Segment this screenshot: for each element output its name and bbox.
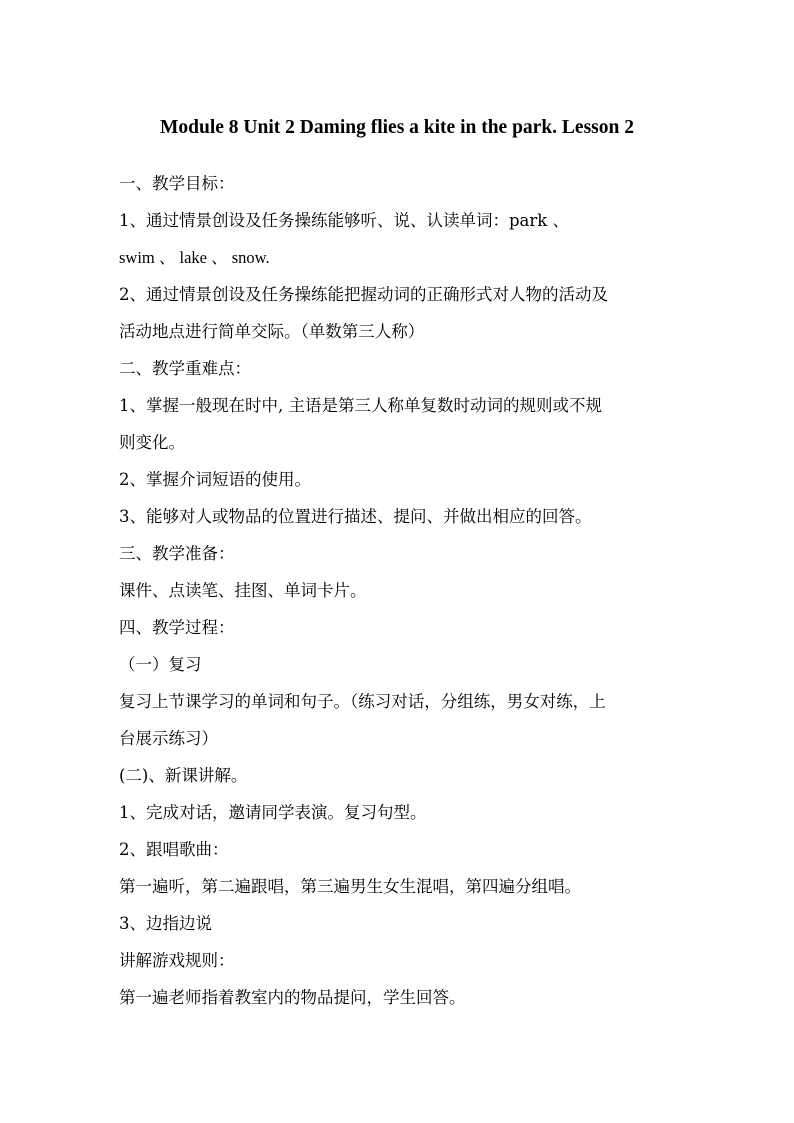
new-lesson-step-3: 3、边指边说	[119, 914, 212, 933]
document-body	[119, 165, 679, 1016]
objective-1-line-1: 1、通过情景创设及任务操练能够听、说、认读单词：park 、	[119, 211, 570, 230]
subheading-review: （一）复习	[119, 655, 202, 674]
key-point-1-line-2: 则变化。	[119, 433, 185, 452]
document-title: Module 8 Unit 2 Daming flies a kite in the park. Lesson 2	[160, 117, 634, 138]
heading-key-difficult-points: 二、教学重难点：	[119, 359, 251, 378]
heading-teaching-process: 四、教学过程：	[119, 618, 235, 637]
game-rules-heading: 讲解游戏规则：	[119, 951, 235, 970]
subheading-new-lesson: (二)、新课讲解。	[119, 766, 248, 785]
review-line-2: 台展示练习）	[119, 729, 218, 748]
new-lesson-step-2: 2、跟唱歌曲：	[119, 840, 229, 859]
preparation-items: 课件、点读笔、挂图、单词卡片。	[119, 581, 367, 600]
heading-teaching-objectives: 一、教学目标：	[119, 174, 235, 193]
new-lesson-step-1: 1、完成对话，邀请同学表演。复习句型。	[119, 803, 427, 822]
objective-2-line-2: 活动地点进行简单交际。（单数第三人称）	[119, 322, 425, 341]
game-rules-first-round: 第一遍老师指着教室内的物品提问，学生回答。	[119, 988, 466, 1007]
singing-instructions: 第一遍听，第二遍跟唱，第三遍男生女生混唱，第四遍分组唱。	[119, 877, 581, 896]
key-point-3: 3、能够对人或物品的位置进行描述、提问、并做出相应的回答。	[119, 507, 592, 526]
key-point-2: 2、掌握介词短语的使用。	[119, 470, 311, 489]
review-line-1: 复习上节课学习的单词和句子。（练习对话，分组练，男女对练，上	[119, 692, 606, 711]
objective-1-line-2: swim 、 lake 、 snow.	[119, 248, 270, 267]
heading-teaching-preparation: 三、教学准备：	[119, 544, 235, 563]
objective-2-line-1: 2、通过情景创设及任务操练能把握动词的正确形式对人物的活动及	[119, 285, 608, 304]
key-point-1-line-1: 1、掌握一般现在时中, 主语是第三人称单复数时动词的规则或不规	[119, 396, 602, 415]
